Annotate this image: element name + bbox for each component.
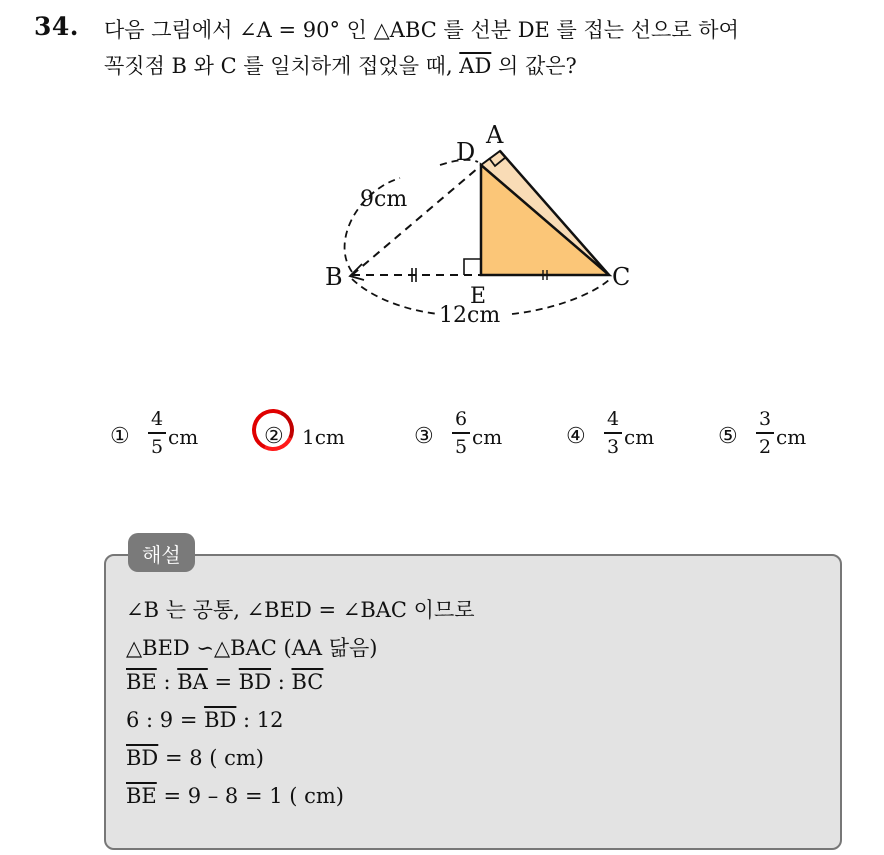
solution-line-5 [126, 746, 264, 770]
solution-line-6 [126, 784, 344, 808]
label-D: D [456, 138, 476, 166]
choice-1-fraction [148, 408, 166, 458]
choice-3-number: ③ [414, 424, 434, 449]
segment-BD: $\overline{BD}$ [126, 746, 159, 770]
segment-BD: $\overline{BD}$ [238, 670, 272, 694]
solution-line-2: △BED ∽△BAC (AA 닮음) [126, 636, 378, 660]
segment-BA: $\overline{BA}$ [177, 670, 208, 694]
choice-2-number: ② [264, 424, 284, 449]
question-line-2 [104, 50, 577, 80]
length-BC-label: 12cm [439, 303, 501, 328]
choice-4-unit: cm [624, 425, 655, 449]
choice-3-unit: cm [472, 425, 503, 449]
right-angle-E [464, 259, 481, 275]
solution-line-4 [126, 708, 284, 732]
answer-choices [0, 408, 884, 468]
choice-4-denominator: 3 [606, 435, 620, 458]
choice-5-denominator: 2 [758, 435, 772, 458]
dashed-BD [352, 168, 478, 275]
solution-tag: 해설 [128, 533, 195, 572]
solution-line-3: $\overline{BE}$ : $\overline{BA} = \overline{BD}$ : $\overline{BC}$ [126, 670, 324, 694]
choice-5-unit: cm [776, 425, 807, 449]
segment-BC: $\overline{BC}$ [291, 670, 324, 694]
segment-AD: $\overline{AD}$ [459, 54, 492, 78]
label-E: E [470, 284, 487, 309]
choice-5-fraction [756, 408, 774, 458]
choice-3-denominator: 5 [454, 435, 468, 458]
segment-BD: $\overline{BD}$ [204, 708, 237, 732]
length-BD-label: 9cm [360, 187, 408, 212]
choice-4-numerator: 4 [606, 408, 620, 430]
solution-line-1: ∠B 는 공통, ∠BED = ∠BAC 이므로 [126, 598, 475, 622]
triangle-DEC [481, 165, 609, 275]
choice-1-denominator: 5 [150, 435, 164, 458]
choice-4-number: ④ [566, 424, 586, 449]
choice-2-text: 1cm [302, 425, 345, 449]
label-C: C [612, 263, 631, 291]
triangle-figure [300, 110, 660, 340]
segment-BE: $\overline{BE}$ [126, 670, 157, 694]
choice-4-fraction [604, 408, 622, 458]
segment-BE: $\overline{BE}$ [126, 784, 157, 808]
choice-1-number: ① [110, 424, 130, 449]
solution-line-6-post: = 9 – 8 = 1 ( cm) [156, 784, 345, 808]
question-line-2-pre: 꼭짓점 B 와 C 를 일치하게 접었을 때, [104, 54, 460, 78]
solution-line-4-post: : 12 [236, 708, 284, 732]
choice-5-numerator: 3 [758, 408, 772, 430]
solution-line-4-pre: 6 : 9 = [126, 708, 205, 732]
choice-5-number: ⑤ [718, 424, 738, 449]
choice-1-numerator: 4 [150, 408, 164, 430]
question-line-2-post: 의 값은? [491, 54, 577, 78]
solution-line-5-post: = 8 ( cm) [158, 746, 264, 770]
arc-9cm [345, 160, 478, 272]
label-B: B [325, 263, 343, 291]
choice-1-unit: cm [168, 425, 199, 449]
choice-3-fraction [452, 408, 470, 458]
question-number: 34. [34, 12, 79, 41]
label-A: A [486, 121, 504, 149]
question-line-1: 다음 그림에서 ∠A = 90° 인 △ABC 를 선분 DE 를 접는 선으로 하여 [104, 18, 739, 42]
choice-3-numerator: 6 [454, 408, 468, 430]
